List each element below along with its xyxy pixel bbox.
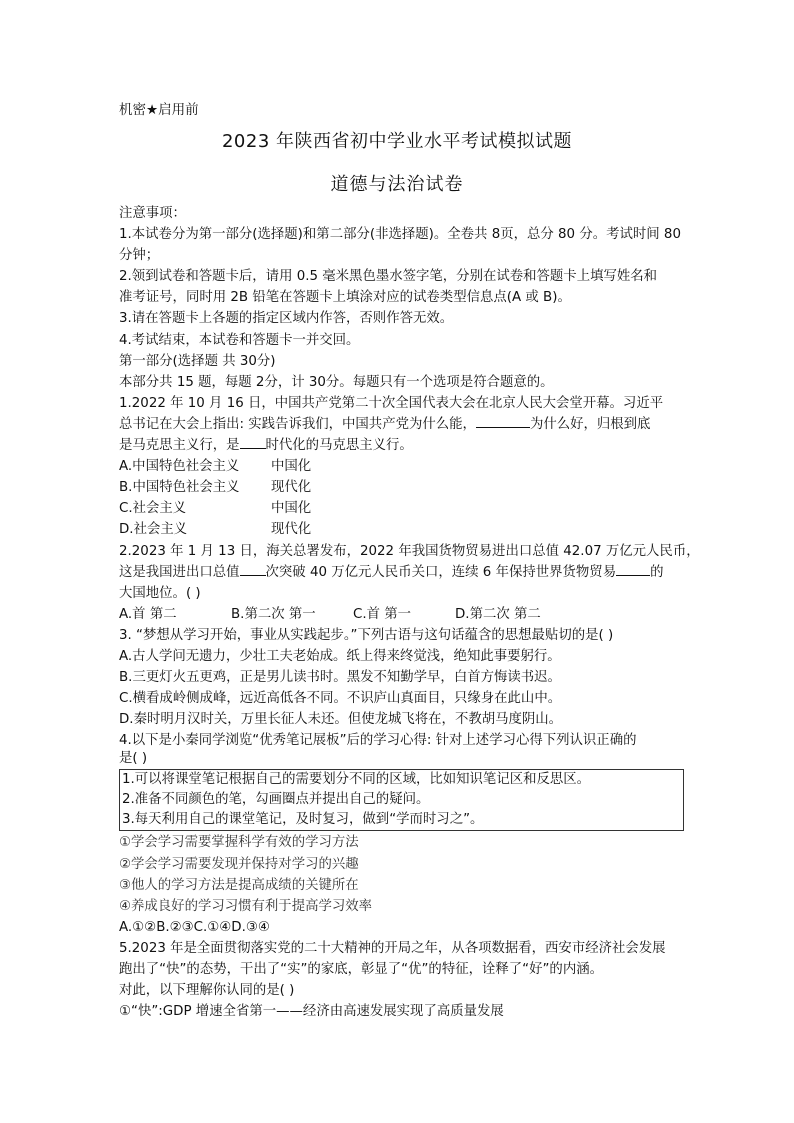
q2-options	[119, 604, 684, 625]
option-value: 现代化	[271, 480, 312, 496]
confidential-mark: 机密★启用前	[119, 102, 199, 118]
q2-stem-line	[119, 562, 684, 583]
answer-blank	[616, 563, 650, 576]
q1-stem-line: 1.2022 年 10 月 16 日，中国共产党第二十次全国代表大会在北京人民大会堂开幕。习近平	[119, 395, 664, 411]
option-label: D.社会主义	[119, 522, 188, 538]
q3-option: D.秦时明月汉时关，万里长征人未还。但使龙城飞将在，不教胡马度阴山。	[119, 712, 563, 728]
note-item: 1.可以将课堂笔记根据自己的需要划分不同的区域，比如知识笔记区和反思区。	[122, 772, 591, 788]
notice-item: 1.本试卷分为第一部分(选择题)和第二部分(非选择题)。全卷共 8页，总分 80 分。考试时间 80	[119, 227, 681, 243]
q1-option	[119, 477, 684, 498]
q4-stem: 4.以下是小秦同学浏览“优秀笔记展板”后的学习心得: 针对上述学习心得下列认识正确的	[119, 733, 637, 749]
q1-text: 时代化的马克思主义行。	[265, 438, 413, 454]
option-value: 中国化	[271, 459, 312, 475]
q2-text: 次突破 40 万亿元人民币关口，连续 6 年保持世界货物贸易	[265, 564, 617, 580]
q2-text: 的	[650, 564, 664, 580]
option-value: 现代化	[271, 522, 312, 538]
q3-option: B.三更灯火五更鸡，正是男儿读书时。黑发不知勤学早，白首方悔读书迟。	[119, 670, 561, 686]
option-label: A.首 第二	[119, 606, 177, 622]
q4-notes-box	[119, 769, 684, 831]
q1-text: 是马克思主义行，是	[119, 438, 240, 454]
q2-stem-line: 2.2023 年 1 月 13 日，海关总署发布，2022 年我国货物贸易进出口总值 42.07 万亿元人民币，	[119, 543, 700, 559]
exam-body	[119, 203, 700, 1022]
option-value: 中国化	[271, 501, 312, 517]
q4-statement: ④养成良好的学习习惯有利于提高学习效率	[119, 898, 373, 914]
q2-text: 这是我国进出口总值	[119, 564, 240, 580]
exam-title: 2023 年陕西省初中学业水平考试模拟试题	[221, 131, 573, 152]
note-item: 3.每天利用自己的课堂笔记，及时复习，做到“学而时习之”。	[122, 812, 484, 828]
answer-blank	[240, 563, 266, 576]
q5-stem-line: 5.2023 年是全面贯彻落实党的二十大精神的开局之年，从各项数据看，西安市经济社会发展	[119, 940, 666, 956]
q4-options: A.①②B.②③C.①④D.③④	[119, 919, 270, 935]
q1-option	[119, 456, 684, 477]
q1-option	[119, 498, 684, 519]
option-label: C.首 第一	[353, 606, 412, 622]
part1-description: 本部分共 15 题，每题 2分，计 30分。每题只有一个选项是符合题意的。	[119, 374, 554, 390]
option-label: B.第二次 第一	[231, 606, 316, 622]
q1-option	[119, 519, 684, 540]
q2-stem-line: 大国地位。( )	[119, 585, 201, 601]
option-label: C.社会主义	[119, 501, 187, 517]
q4-statement: ③他人的学习方法是提高成绩的关键所在	[119, 877, 359, 893]
option-label: B.中国特色社会主义	[119, 480, 240, 496]
part1-heading: 第一部分(选择题 共 30分)	[119, 353, 276, 369]
q3-option: A.古人学问无遗力，少壮工夫老始成。纸上得来终觉浅，绝知此事要躬行。	[119, 648, 561, 664]
notice-heading: 注意事项：	[119, 206, 186, 221]
option-label: D.第二次 第二	[455, 606, 541, 622]
option-label: A.中国特色社会主义	[119, 459, 240, 475]
q1-text: 总书记在大会上指出: 实践告诉我们，中国共产党为什么能，	[119, 416, 476, 432]
q3-stem: 3. “梦想从学习开始，事业从实践起步。”下列古语与这句话蕴含的思想最贴切的是( )	[119, 627, 614, 643]
exam-subtitle: 道德与法治试卷	[330, 174, 464, 195]
q5-stem-line: 对此，以下理解你认同的是( )	[119, 983, 295, 999]
q1-stem-line	[119, 435, 684, 456]
notice-item: 2.领到试卷和答题卡后，请用 0.5 毫米黑色墨水签字笔，分别在试卷和答题卡上填写姓名和	[119, 269, 658, 285]
notice-item: 分钟；	[119, 248, 160, 264]
notice-item: 3.请在答题卡上各题的指定区域内作答，否则作答无效。	[119, 311, 454, 327]
notice-item: 准考证号，同时用 2B 铅笔在答题卡上填涂对应的试卷类型信息点(A 或 B)。	[119, 290, 571, 306]
q5-stem-line: 跑出了“快”的态势，干出了“实”的家底，彰显了“优”的特征，诠释了“好”的内涵。	[119, 962, 603, 977]
q4-statement: ①学会学习需要掌握科学有效的学习方法	[119, 835, 359, 851]
note-item: 2.准备不同颜色的笔，勾画圈点并提出自己的疑问。	[122, 792, 430, 808]
q3-option: C.横看成岭侧成峰，远近高低各不同。不识庐山真面目，只缘身在此山中。	[119, 691, 562, 707]
q1-text: 为什么好，归根到底	[529, 416, 651, 432]
answer-blank	[476, 415, 530, 428]
notice-item: 4.考试结束，本试卷和答题卡一并交回。	[119, 332, 360, 348]
q5-statement: ①“快”:GDP 增速全省第一——经济由高速发展实现了高质量发展	[119, 1004, 504, 1020]
q1-stem-line	[119, 414, 684, 435]
answer-blank	[240, 436, 266, 449]
q4-stem: 是( )	[119, 751, 148, 767]
q4-statement: ②学会学习需要发现并保持对学习的兴趣	[119, 856, 359, 872]
